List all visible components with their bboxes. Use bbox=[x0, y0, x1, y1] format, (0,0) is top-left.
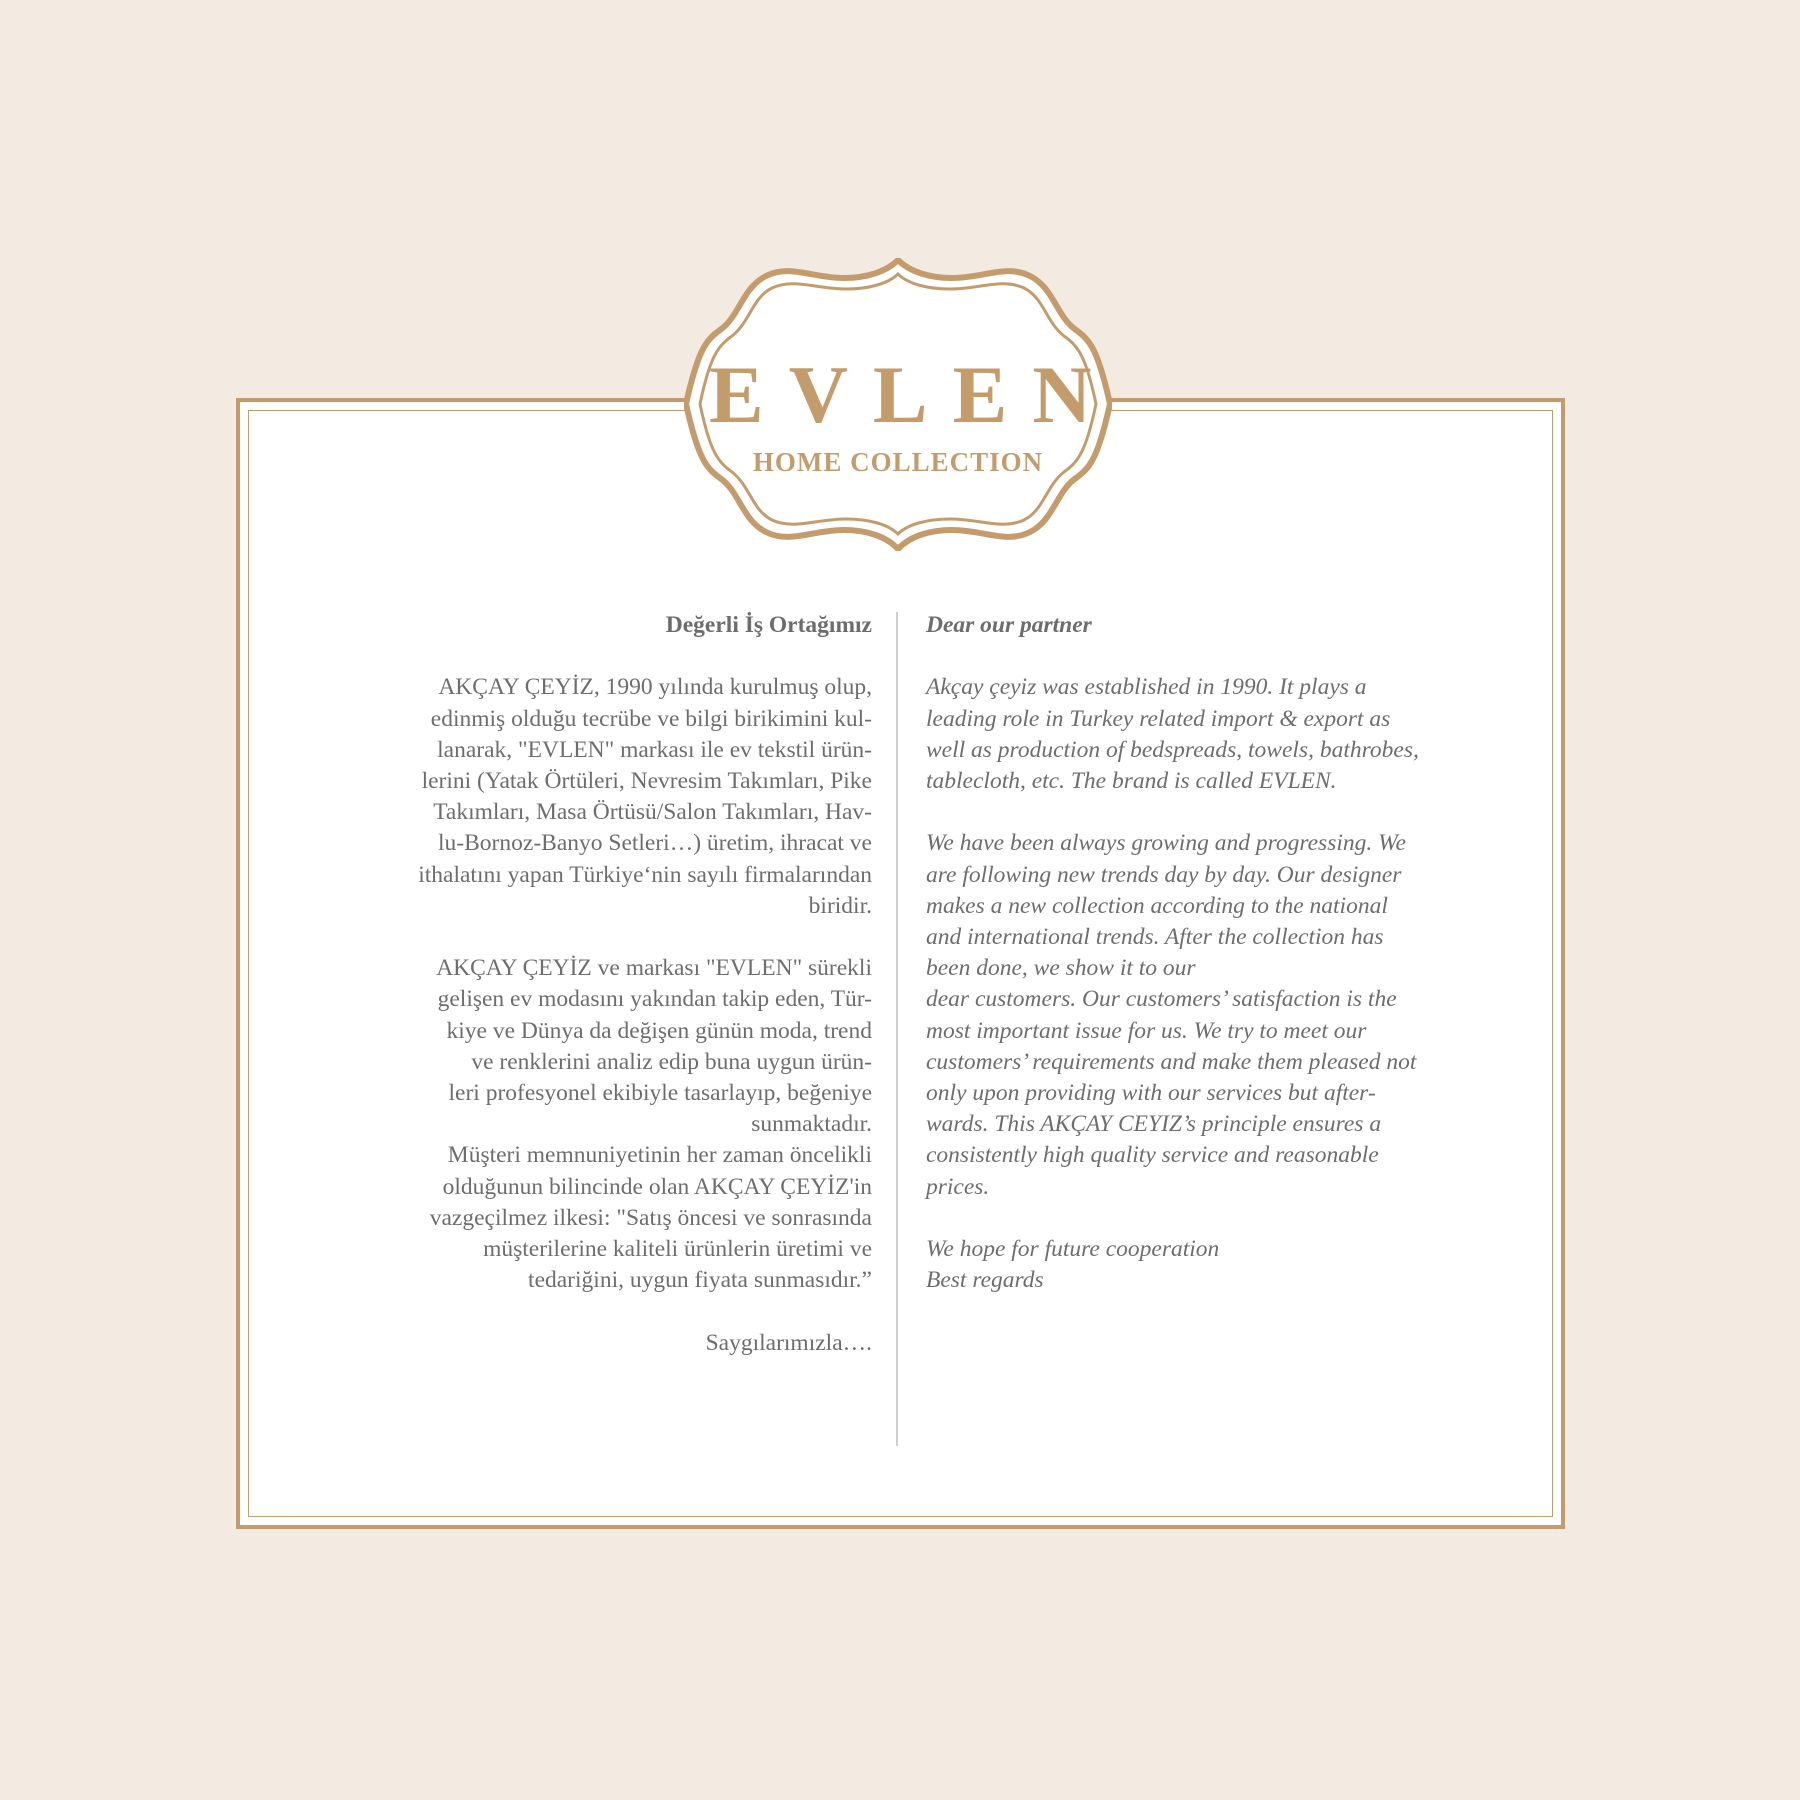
turkish-heading: Değerli İş Ortağımız bbox=[665, 612, 872, 638]
english-column bbox=[926, 610, 1486, 1296]
brand-subtitle: HOME COLLECTION bbox=[752, 447, 1044, 477]
english-paragraph-2: We have been always growing and progressing. We are following new trends day by day. Our designer makes a new collection according to the national and international trends. After the collection has been done, we show it to our dear customers. Our customers’ satisfaction is the most important issue for us. We try to meet our customers’ requirements and make them pleased not only upon providing with our services but after- wards. This AKÇAY CEYIZ’s principle ensures a consistently high quality service and reasonable prices. bbox=[926, 830, 1417, 1200]
english-heading: Dear our partner bbox=[926, 612, 1092, 638]
column-divider bbox=[896, 612, 898, 1446]
brand-name: EVLEN bbox=[709, 349, 1117, 440]
english-paragraph-1: Akçay çeyiz was established in 1990. It plays a leading role in Turkey related import & export as well as production of bedspreads, towels, bathrobes, tablecloth, etc. The brand is called EVLEN. bbox=[926, 674, 1419, 794]
english-closing-1: We hope for future cooperation bbox=[926, 1236, 1220, 1263]
turkish-paragraph-1: AKÇAY ÇEYİZ, 1990 yılında kurulmuş olup, edinmiş olduğu tecrübe ve bilgi birikimini kul- lanarak, "EVLEN" markası ile ev tekstil ürün- lerini (Yatak Örtüleri, Nevresim Takımları, Pike Takımları, Masa Örtüsü/Salon Takımları, Hav- lu-Bornoz-Banyo Setleri…) üretim, ihracat ve ithalatını yapan Türkiye‘nin sayılı firmalarından biridir. bbox=[418, 674, 872, 919]
turkish-closing: Saygılarımızla…. bbox=[705, 1329, 872, 1356]
turkish-column bbox=[340, 610, 872, 1359]
turkish-paragraph-3: Müşteri memnuniyetinin her zaman öncelikli olduğunun bilincinde olan AKÇAY ÇEYİZ'in vazgeçilmez ilkesi: "Satış öncesi ve sonrasında müşterilerine kaliteli ürünlerin üretimi ve tedariğini, uygun fiyata sunmasıdır.” bbox=[429, 1142, 872, 1294]
english-closing-2: Best regards bbox=[926, 1267, 1044, 1294]
turkish-paragraph-2: AKÇAY ÇEYİZ ve markası "EVLEN" sürekli gelişen ev modasını yakından takip eden, Tür- kiye ve Dünya da değişen günün moda, trend ve renklerini analiz edip buna uygun ürün- leri profesyonel ekibiyle tasarlayıp, beğeniye sunmaktadır. bbox=[436, 955, 872, 1138]
